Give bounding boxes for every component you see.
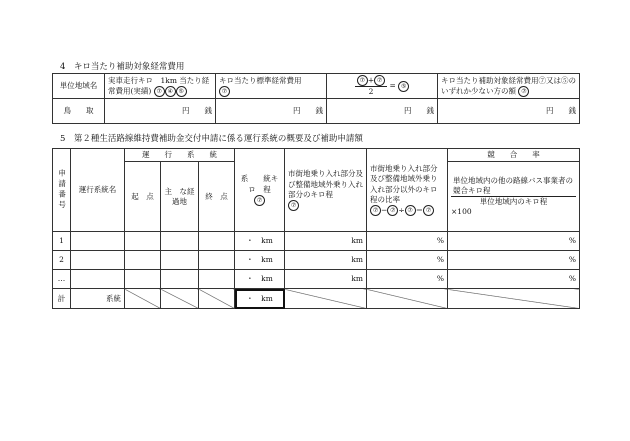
start-header: 起 点 xyxy=(125,162,161,232)
formula-cell: 円 銭 xyxy=(327,99,438,124)
mark-icon: ⑤ xyxy=(398,81,409,92)
mark-icon: ④ xyxy=(165,86,176,97)
standard-cost-header: キロ当たり標準経常費用 ⑦ xyxy=(216,74,327,99)
subsidy-cost-table xyxy=(52,73,580,124)
competition-formula: $\frac{\text{単位地域内の他の路線バス事業者の競合キロ程}}{\text{単位地域内のキロ程}}$ ×100 xyxy=(448,162,580,232)
table-row: … ・ km km % % xyxy=(53,270,580,289)
competition-fraction: $\frac{\text{単位地域内の他の路線バス事業者の競合キロ程}}{\text{単位地域内のキロ程}}$ xyxy=(451,176,576,207)
actual-cost-header: 実車走行キロ 1km 当たり経常費用(実績) ⑦ ④ ⑤ xyxy=(105,74,216,99)
mark-icon: ⑤ xyxy=(176,86,187,97)
route-km-header: 系 統キ ロ 程 ⑦ xyxy=(235,149,285,232)
standard-cost-cell: 円 銭 xyxy=(216,99,327,124)
end-header: 終 点 xyxy=(199,162,235,232)
total-km: ・ km xyxy=(235,289,285,309)
route-group-header: 運 行 系 統 xyxy=(125,149,235,162)
urban-km-header: 市街地乗り入れ部分及び整備地域外乗り入れ部分のキロ程 ⑦ xyxy=(285,149,367,232)
route-name-header: 運行系統名 xyxy=(71,149,125,232)
formula-header: $\frac{\text{⑦ + ⑦}}{2}$ = ⑤ xyxy=(327,74,438,99)
table-row: 1 ・ km km % % xyxy=(53,232,580,251)
region-header: 単位地域名 xyxy=(53,74,105,99)
app-no-header: 申請番号 xyxy=(53,149,71,232)
table-header-row xyxy=(53,149,580,162)
actual-cost-cell: 円 銭 xyxy=(105,99,216,124)
formula-fraction: $\frac{\text{⑦ + ⑦}}{2}$ xyxy=(355,75,387,97)
subsidy-cost-cell: 円 銭 xyxy=(438,99,580,124)
region-cell: 鳥 取 xyxy=(53,99,105,124)
total-label: 計 xyxy=(53,289,71,309)
section5-title: 5 第２種生活路線維持費補助金交付申請に係る運行系統の概要及び補助申請額 xyxy=(60,134,363,144)
table-header-row xyxy=(53,74,580,99)
subsidy-cost-header: キロ当たり補助対象経常費用⑦又は⑤のいずれか少ない方の額 ⑦ xyxy=(438,74,580,99)
table-row: 2 ・ km km % % xyxy=(53,251,580,270)
ratio-header: 市街地乗り入れ部分及び整備地域外乗り入れ部分以外のキロ程の比率 ⑦ − ⑦ ÷ ⑦ ＝ ⑦ xyxy=(367,149,448,232)
total-row xyxy=(53,289,580,309)
competition-header: 競 合 率 xyxy=(448,149,580,162)
mark-icon: ⑦ xyxy=(154,86,165,97)
mark-icon: ⑦ xyxy=(518,86,529,97)
route-summary-table xyxy=(52,148,580,309)
main-via-header: 主 な経過地 xyxy=(161,162,199,232)
total-routes: 系統 xyxy=(71,289,125,309)
section4-title: 4 キロ当たり補助対象経常費用 xyxy=(60,62,185,72)
mark-icon: ⑦ xyxy=(219,86,230,97)
table-row xyxy=(53,99,580,124)
